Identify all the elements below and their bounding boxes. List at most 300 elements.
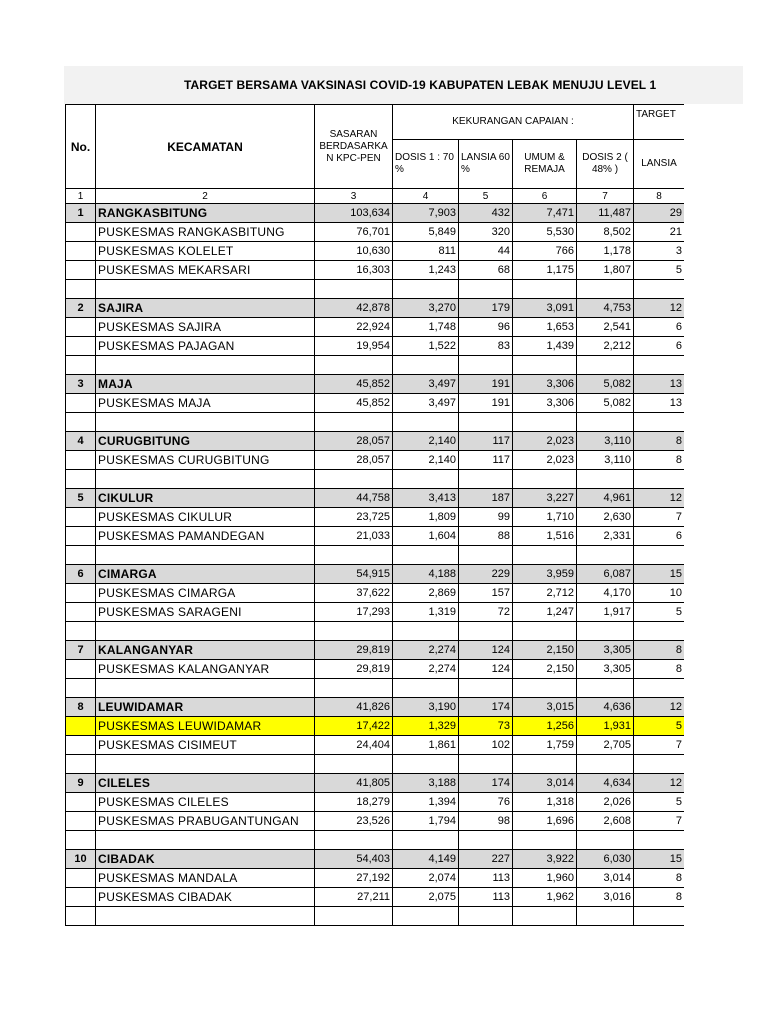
value-cell: 3,922 [513, 850, 577, 869]
value-cell: 8 [634, 641, 684, 660]
value-cell: 2,140 [393, 432, 459, 451]
empty-cell [513, 755, 577, 774]
value-cell: 23,725 [315, 508, 393, 527]
value-cell: 17,422 [315, 717, 393, 736]
row-name: PUSKESMAS PRABUGANTUNGAN [96, 812, 315, 831]
empty-cell [634, 755, 684, 774]
value-cell: 1,516 [513, 527, 577, 546]
row-name: PUSKESMAS CILELES [96, 793, 315, 812]
empty-cell [66, 280, 96, 299]
empty-cell [634, 413, 684, 432]
empty-cell [96, 546, 315, 565]
row-name: PUSKESMAS PAMANDEGAN [96, 527, 315, 546]
empty-cell [459, 907, 513, 926]
value-cell: 4,961 [577, 489, 634, 508]
puskesmas-row [66, 242, 685, 261]
value-cell: 3,190 [393, 698, 459, 717]
value-cell: 12 [634, 698, 684, 717]
empty-cell [577, 356, 634, 375]
value-cell: 3,413 [393, 489, 459, 508]
row-number: 7 [66, 641, 96, 660]
value-cell: 41,826 [315, 698, 393, 717]
value-cell: 1,256 [513, 717, 577, 736]
blank-row [66, 831, 685, 850]
value-cell: 1,604 [393, 527, 459, 546]
empty-cell [634, 280, 684, 299]
value-cell: 124 [459, 660, 513, 679]
empty-cell [393, 546, 459, 565]
row-name: PUSKESMAS CIMARGA [96, 584, 315, 603]
row-number: 2 [66, 299, 96, 318]
value-cell: 3,306 [513, 375, 577, 394]
empty-cell [315, 622, 393, 641]
value-cell: 6,030 [577, 850, 634, 869]
value-cell: 37,622 [315, 584, 393, 603]
value-cell: 124 [459, 641, 513, 660]
puskesmas-row [66, 223, 685, 242]
empty-cell [459, 546, 513, 565]
value-cell: 76,701 [315, 223, 393, 242]
row-name: CILELES [96, 774, 315, 793]
value-cell: 191 [459, 394, 513, 413]
blank-row [66, 755, 685, 774]
value-cell: 4,188 [393, 565, 459, 584]
value-cell: 1,318 [513, 793, 577, 812]
value-cell: 102 [459, 736, 513, 755]
value-cell: 4,753 [577, 299, 634, 318]
value-cell: 1,962 [513, 888, 577, 907]
empty-cell [577, 755, 634, 774]
value-cell: 1,931 [577, 717, 634, 736]
empty-cell [513, 679, 577, 698]
value-cell: 1,319 [393, 603, 459, 622]
value-cell: 4,170 [577, 584, 634, 603]
empty-cell [315, 907, 393, 926]
empty-cell [96, 413, 315, 432]
empty-cell [393, 413, 459, 432]
value-cell: 28,057 [315, 432, 393, 451]
col-index: 1 [66, 189, 96, 204]
value-cell: 103,634 [315, 204, 393, 223]
empty-cell [459, 356, 513, 375]
row-name: PUSKESMAS KOLELET [96, 242, 315, 261]
kecamatan-row [66, 204, 685, 223]
row-number [66, 394, 96, 413]
value-cell: 4,634 [577, 774, 634, 793]
row-number [66, 888, 96, 907]
header-lansia: LANSIA [634, 140, 684, 189]
value-cell: 27,192 [315, 869, 393, 888]
empty-cell [393, 907, 459, 926]
row-number [66, 660, 96, 679]
empty-cell [513, 546, 577, 565]
empty-cell [96, 470, 315, 489]
empty-cell [577, 907, 634, 926]
row-number [66, 812, 96, 831]
row-number [66, 318, 96, 337]
row-name: PUSKESMAS MANDALA [96, 869, 315, 888]
header-dosis2: DOSIS 2 ( 48% ) [577, 140, 634, 189]
empty-cell [577, 622, 634, 641]
empty-cell [393, 622, 459, 641]
value-cell: 2,150 [513, 660, 577, 679]
kecamatan-row [66, 641, 685, 660]
value-cell: 2,630 [577, 508, 634, 527]
empty-cell [315, 413, 393, 432]
value-cell: 3,270 [393, 299, 459, 318]
header-sasaran: SASARAN BERDASARKA N KPC-PEN [315, 105, 393, 189]
kecamatan-row [66, 489, 685, 508]
blank-row [66, 622, 685, 641]
value-cell: 4,149 [393, 850, 459, 869]
value-cell: 117 [459, 451, 513, 470]
value-cell: 7 [634, 508, 684, 527]
value-cell: 83 [459, 337, 513, 356]
value-cell: 8 [634, 888, 684, 907]
value-cell: 1,960 [513, 869, 577, 888]
value-cell: 88 [459, 527, 513, 546]
puskesmas-row [66, 451, 685, 470]
value-cell: 1,247 [513, 603, 577, 622]
value-cell: 2,075 [393, 888, 459, 907]
value-cell: 54,915 [315, 565, 393, 584]
row-number: 3 [66, 375, 96, 394]
value-cell: 2,026 [577, 793, 634, 812]
value-cell: 3,091 [513, 299, 577, 318]
empty-cell [513, 831, 577, 850]
kecamatan-row [66, 565, 685, 584]
value-cell: 76 [459, 793, 513, 812]
value-cell: 3,497 [393, 375, 459, 394]
puskesmas-row [66, 584, 685, 603]
value-cell: 174 [459, 774, 513, 793]
value-cell: 811 [393, 242, 459, 261]
col-index: 5 [459, 189, 513, 204]
blank-row [66, 356, 685, 375]
empty-cell [459, 679, 513, 698]
row-number: 10 [66, 850, 96, 869]
row-name: PUSKESMAS CURUGBITUNG [96, 451, 315, 470]
puskesmas-row [66, 736, 685, 755]
empty-cell [96, 907, 315, 926]
value-cell: 157 [459, 584, 513, 603]
value-cell: 8,502 [577, 223, 634, 242]
blank-row [66, 413, 685, 432]
empty-cell [577, 470, 634, 489]
value-cell: 2,869 [393, 584, 459, 603]
empty-cell [634, 470, 684, 489]
value-cell: 45,852 [315, 394, 393, 413]
row-number [66, 527, 96, 546]
empty-cell [393, 679, 459, 698]
puskesmas-row [66, 869, 685, 888]
kecamatan-row [66, 432, 685, 451]
value-cell: 12 [634, 489, 684, 508]
value-cell: 16,303 [315, 261, 393, 280]
value-cell: 1,917 [577, 603, 634, 622]
row-number [66, 337, 96, 356]
empty-cell [315, 470, 393, 489]
row-name: RANGKASBITUNG [96, 204, 315, 223]
row-number [66, 584, 96, 603]
value-cell: 1,759 [513, 736, 577, 755]
value-cell: 187 [459, 489, 513, 508]
row-name: PUSKESMAS CISIMEUT [96, 736, 315, 755]
value-cell: 8 [634, 869, 684, 888]
value-cell: 2,541 [577, 318, 634, 337]
row-name: SAJIRA [96, 299, 315, 318]
value-cell: 8 [634, 432, 684, 451]
row-number: 6 [66, 565, 96, 584]
value-cell: 5,082 [577, 375, 634, 394]
empty-cell [459, 831, 513, 850]
value-cell: 23,526 [315, 812, 393, 831]
value-cell: 5,530 [513, 223, 577, 242]
value-cell: 12 [634, 774, 684, 793]
row-number: 1 [66, 204, 96, 223]
value-cell: 41,805 [315, 774, 393, 793]
empty-cell [459, 413, 513, 432]
value-cell: 3 [634, 242, 684, 261]
value-cell: 1,243 [393, 261, 459, 280]
value-cell: 29,819 [315, 641, 393, 660]
empty-cell [315, 280, 393, 299]
empty-cell [459, 280, 513, 299]
row-number: 4 [66, 432, 96, 451]
value-cell: 5 [634, 793, 684, 812]
header-kecamatan: KECAMATAN [96, 105, 315, 189]
empty-cell [634, 356, 684, 375]
value-cell: 6 [634, 337, 684, 356]
value-cell: 1,794 [393, 812, 459, 831]
column-index-row [66, 189, 685, 204]
row-name: KALANGANYAR [96, 641, 315, 660]
empty-cell [459, 622, 513, 641]
row-number [66, 603, 96, 622]
spreadsheet [65, 104, 684, 940]
empty-cell [634, 679, 684, 698]
value-cell: 3,188 [393, 774, 459, 793]
header-target: TARGET [634, 105, 684, 140]
row-name: LEUWIDAMAR [96, 698, 315, 717]
row-name: PUSKESMAS SAJIRA [96, 318, 315, 337]
value-cell: 174 [459, 698, 513, 717]
empty-cell [96, 280, 315, 299]
empty-cell [66, 413, 96, 432]
value-cell: 5,849 [393, 223, 459, 242]
empty-cell [96, 755, 315, 774]
empty-cell [66, 907, 96, 926]
empty-cell [66, 755, 96, 774]
puskesmas-row [66, 603, 685, 622]
empty-cell [577, 546, 634, 565]
value-cell: 68 [459, 261, 513, 280]
empty-cell [66, 679, 96, 698]
col-index: 2 [96, 189, 315, 204]
kecamatan-row [66, 375, 685, 394]
kecamatan-row [66, 299, 685, 318]
value-cell: 2,074 [393, 869, 459, 888]
value-cell: 8 [634, 451, 684, 470]
row-name: PUSKESMAS PAJAGAN [96, 337, 315, 356]
puskesmas-row [66, 888, 685, 907]
row-name: CIKULUR [96, 489, 315, 508]
empty-cell [96, 356, 315, 375]
row-number [66, 717, 96, 736]
value-cell: 3,305 [577, 641, 634, 660]
value-cell: 3,227 [513, 489, 577, 508]
empty-cell [315, 831, 393, 850]
col-index: 6 [513, 189, 577, 204]
value-cell: 5,082 [577, 394, 634, 413]
value-cell: 2,331 [577, 527, 634, 546]
value-cell: 7 [634, 812, 684, 831]
puskesmas-row [66, 660, 685, 679]
value-cell: 21,033 [315, 527, 393, 546]
value-cell: 44,758 [315, 489, 393, 508]
value-cell: 98 [459, 812, 513, 831]
value-cell: 29 [634, 204, 684, 223]
row-number [66, 261, 96, 280]
row-name: CURUGBITUNG [96, 432, 315, 451]
header-umum-remaja: UMUM & REMAJA [513, 140, 577, 189]
value-cell: 113 [459, 869, 513, 888]
value-cell: 96 [459, 318, 513, 337]
value-cell: 1,748 [393, 318, 459, 337]
value-cell: 2,023 [513, 432, 577, 451]
empty-cell [513, 413, 577, 432]
row-name: PUSKESMAS CIKULUR [96, 508, 315, 527]
row-name: PUSKESMAS MEKARSARI [96, 261, 315, 280]
row-number [66, 793, 96, 812]
value-cell: 1,861 [393, 736, 459, 755]
empty-cell [577, 280, 634, 299]
row-number [66, 736, 96, 755]
value-cell: 766 [513, 242, 577, 261]
row-number: 5 [66, 489, 96, 508]
col-index: 4 [393, 189, 459, 204]
col-index: 7 [577, 189, 634, 204]
row-name: PUSKESMAS KALANGANYAR [96, 660, 315, 679]
value-cell: 2,212 [577, 337, 634, 356]
value-cell: 1,439 [513, 337, 577, 356]
puskesmas-row [66, 337, 685, 356]
value-cell: 179 [459, 299, 513, 318]
value-cell: 5 [634, 261, 684, 280]
row-number [66, 242, 96, 261]
row-number: 8 [66, 698, 96, 717]
row-name: PUSKESMAS RANGKASBITUNG [96, 223, 315, 242]
value-cell: 2,023 [513, 451, 577, 470]
value-cell: 3,497 [393, 394, 459, 413]
value-cell: 3,306 [513, 394, 577, 413]
header-no: No. [66, 105, 96, 189]
value-cell: 1,710 [513, 508, 577, 527]
row-number [66, 508, 96, 527]
vaccination-table [65, 104, 684, 926]
value-cell: 1,653 [513, 318, 577, 337]
blank-row [66, 280, 685, 299]
empty-cell [634, 907, 684, 926]
value-cell: 7 [634, 736, 684, 755]
value-cell: 1,809 [393, 508, 459, 527]
empty-cell [66, 470, 96, 489]
value-cell: 227 [459, 850, 513, 869]
value-cell: 113 [459, 888, 513, 907]
empty-cell [393, 755, 459, 774]
puskesmas-row [66, 812, 685, 831]
value-cell: 1,329 [393, 717, 459, 736]
puskesmas-row [66, 717, 685, 736]
value-cell: 3,305 [577, 660, 634, 679]
value-cell: 2,712 [513, 584, 577, 603]
value-cell: 73 [459, 717, 513, 736]
empty-cell [577, 413, 634, 432]
empty-cell [634, 831, 684, 850]
row-number [66, 869, 96, 888]
empty-cell [315, 755, 393, 774]
empty-cell [315, 679, 393, 698]
value-cell: 1,175 [513, 261, 577, 280]
header-dosis1: DOSIS 1 : 70 % [393, 140, 459, 189]
empty-cell [393, 831, 459, 850]
value-cell: 5 [634, 603, 684, 622]
empty-cell [66, 622, 96, 641]
empty-cell [96, 622, 315, 641]
value-cell: 13 [634, 394, 684, 413]
kecamatan-row [66, 850, 685, 869]
value-cell: 191 [459, 375, 513, 394]
value-cell: 3,959 [513, 565, 577, 584]
value-cell: 15 [634, 850, 684, 869]
row-number [66, 223, 96, 242]
row-name: PUSKESMAS MAJA [96, 394, 315, 413]
sheet-title: TARGET BERSAMA VAKSINASI COVID-19 KABUPATEN LEBAK MENUJU LEVEL 1 [184, 78, 657, 92]
value-cell: 54,403 [315, 850, 393, 869]
empty-cell [513, 356, 577, 375]
value-cell: 7,903 [393, 204, 459, 223]
empty-cell [577, 831, 634, 850]
value-cell: 42,878 [315, 299, 393, 318]
row-name: PUSKESMAS CIBADAK [96, 888, 315, 907]
value-cell: 11,487 [577, 204, 634, 223]
value-cell: 1,696 [513, 812, 577, 831]
blank-row [66, 546, 685, 565]
puskesmas-row [66, 793, 685, 812]
value-cell: 15 [634, 565, 684, 584]
empty-cell [393, 356, 459, 375]
value-cell: 6 [634, 318, 684, 337]
row-name: MAJA [96, 375, 315, 394]
row-number: 9 [66, 774, 96, 793]
empty-cell [634, 546, 684, 565]
row-name: CIMARGA [96, 565, 315, 584]
empty-cell [459, 755, 513, 774]
puskesmas-row [66, 508, 685, 527]
empty-cell [66, 546, 96, 565]
value-cell: 432 [459, 204, 513, 223]
empty-cell [513, 622, 577, 641]
col-index: 8 [634, 189, 684, 204]
value-cell: 8 [634, 660, 684, 679]
value-cell: 29,819 [315, 660, 393, 679]
col-index: 3 [315, 189, 393, 204]
value-cell: 1,394 [393, 793, 459, 812]
empty-cell [315, 546, 393, 565]
value-cell: 7,471 [513, 204, 577, 223]
empty-cell [315, 356, 393, 375]
value-cell: 117 [459, 432, 513, 451]
